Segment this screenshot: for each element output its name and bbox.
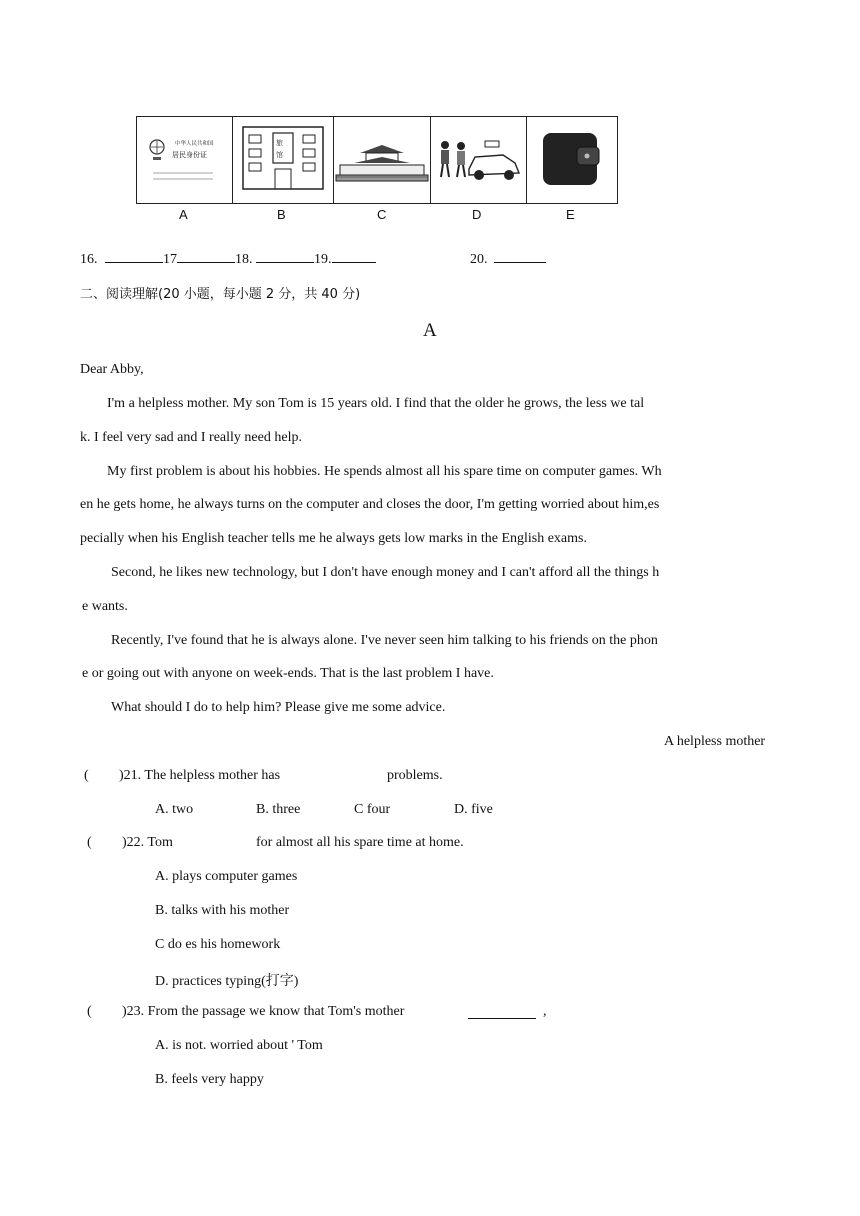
svg-text:馆: 馆	[276, 151, 283, 159]
picture-label-e: E	[566, 207, 575, 222]
letter-line: My first problem is about his hobbies. He spends almost all his spare time on computer games. Wh	[107, 464, 662, 479]
picture-a-id-card	[137, 117, 233, 203]
svg-text:旅: 旅	[276, 139, 283, 147]
passage-title: A	[423, 320, 437, 341]
question-23-paren: (	[87, 1004, 92, 1019]
letter-line: Second, he likes new technology, but I don't have enough money and I can't afford all the things h	[111, 565, 660, 580]
letter-line: e wants.	[82, 599, 128, 614]
answer-line-20	[470, 248, 546, 268]
letter-line: What should I do to help him? Please give me some advice.	[111, 700, 446, 715]
question-21-option-a[interactable]: A. two	[155, 802, 194, 817]
question-21-stem-end: problems.	[387, 768, 443, 783]
building-icon	[233, 117, 332, 203]
answer-number-19: 19.	[314, 252, 332, 267]
section-heading: 二、阅读理解(20 小题，每小题 2 分，共 40 分)	[80, 287, 361, 302]
picture-b-hotel-building	[233, 117, 334, 203]
question-21-option-b[interactable]: B. three	[256, 802, 301, 817]
letter-line: Recently, I've found that he is always alone. I've never seen him talking to his friends on the phon	[111, 633, 658, 648]
svg-text:中华人民共和国: 中华人民共和国	[175, 141, 214, 147]
letter-line: pecially when his English teacher tells me he always gets low marks in the English exams.	[80, 531, 587, 546]
letter-signature: A helpless mother	[664, 734, 766, 749]
letter-line: en he gets home, he always turns on the computer and closes the door, I'm getting worried about him,es	[80, 497, 660, 512]
answer-blank-18[interactable]	[256, 248, 314, 263]
picture-label-d: D	[472, 207, 482, 222]
answer-number-17: 17	[163, 252, 177, 267]
taxi-icon	[431, 117, 525, 203]
question-21-stem: )21. The helpless mother has	[119, 768, 281, 783]
question-22-option-d[interactable]: D. practices typing(打字)	[155, 974, 299, 989]
picture-label-a: A	[179, 207, 188, 222]
question-23-stem: )23. From the passage we know that Tom's mother	[122, 1004, 405, 1019]
question-22-stem: )22. Tom	[122, 835, 173, 850]
wallet-icon	[527, 117, 614, 203]
answer-blank-19[interactable]	[332, 248, 376, 263]
svg-text:居民身份证: 居民身份证	[172, 151, 207, 159]
picture-e-wallet	[527, 117, 616, 203]
picture-strip	[136, 116, 618, 204]
question-23-stem-end: ,	[543, 1004, 547, 1019]
answer-number-18: 18.	[235, 252, 253, 267]
question-22-option-b[interactable]: B. talks with his mother	[155, 903, 290, 918]
question-21-paren: (	[84, 768, 89, 783]
id-card-icon	[137, 117, 231, 203]
letter-greeting: Dear Abby,	[80, 362, 144, 377]
picture-label-c: C	[377, 207, 387, 222]
answer-line-16-20	[80, 248, 376, 268]
letter-line: k. I feel very sad and I really need help.	[80, 430, 302, 445]
question-23-option-a[interactable]: A. is not. worried about ' Tom	[155, 1038, 323, 1053]
letter-line: e or going out with anyone on week-ends. That is the last problem I have.	[82, 666, 494, 681]
answer-number-20: 20.	[470, 252, 488, 267]
question-23-option-b[interactable]: B. feels very happy	[155, 1072, 264, 1087]
gate-tower-icon	[334, 117, 429, 203]
question-22-option-a[interactable]: A. plays computer games	[155, 869, 298, 884]
question-22-stem-end: for almost all his spare time at home.	[256, 835, 464, 850]
answer-blank-20[interactable]	[494, 248, 546, 263]
picture-label-b: B	[277, 207, 286, 222]
answer-number-16: 16.	[80, 252, 98, 267]
picture-c-tiananmen	[334, 117, 431, 203]
question-23-blank[interactable]	[468, 1004, 536, 1019]
answer-blank-17[interactable]	[177, 248, 235, 263]
question-22-option-c[interactable]: C do es his homework	[155, 937, 281, 952]
answer-blank-16[interactable]	[105, 248, 163, 263]
question-22-paren: (	[87, 835, 92, 850]
question-21-option-d[interactable]: D. five	[454, 802, 493, 817]
letter-line: I'm a helpless mother. My son Tom is 15 years old. I find that the older he grows, the less we tal	[107, 396, 645, 411]
picture-d-taxi	[431, 117, 527, 203]
question-21-option-c[interactable]: C four	[354, 802, 391, 817]
